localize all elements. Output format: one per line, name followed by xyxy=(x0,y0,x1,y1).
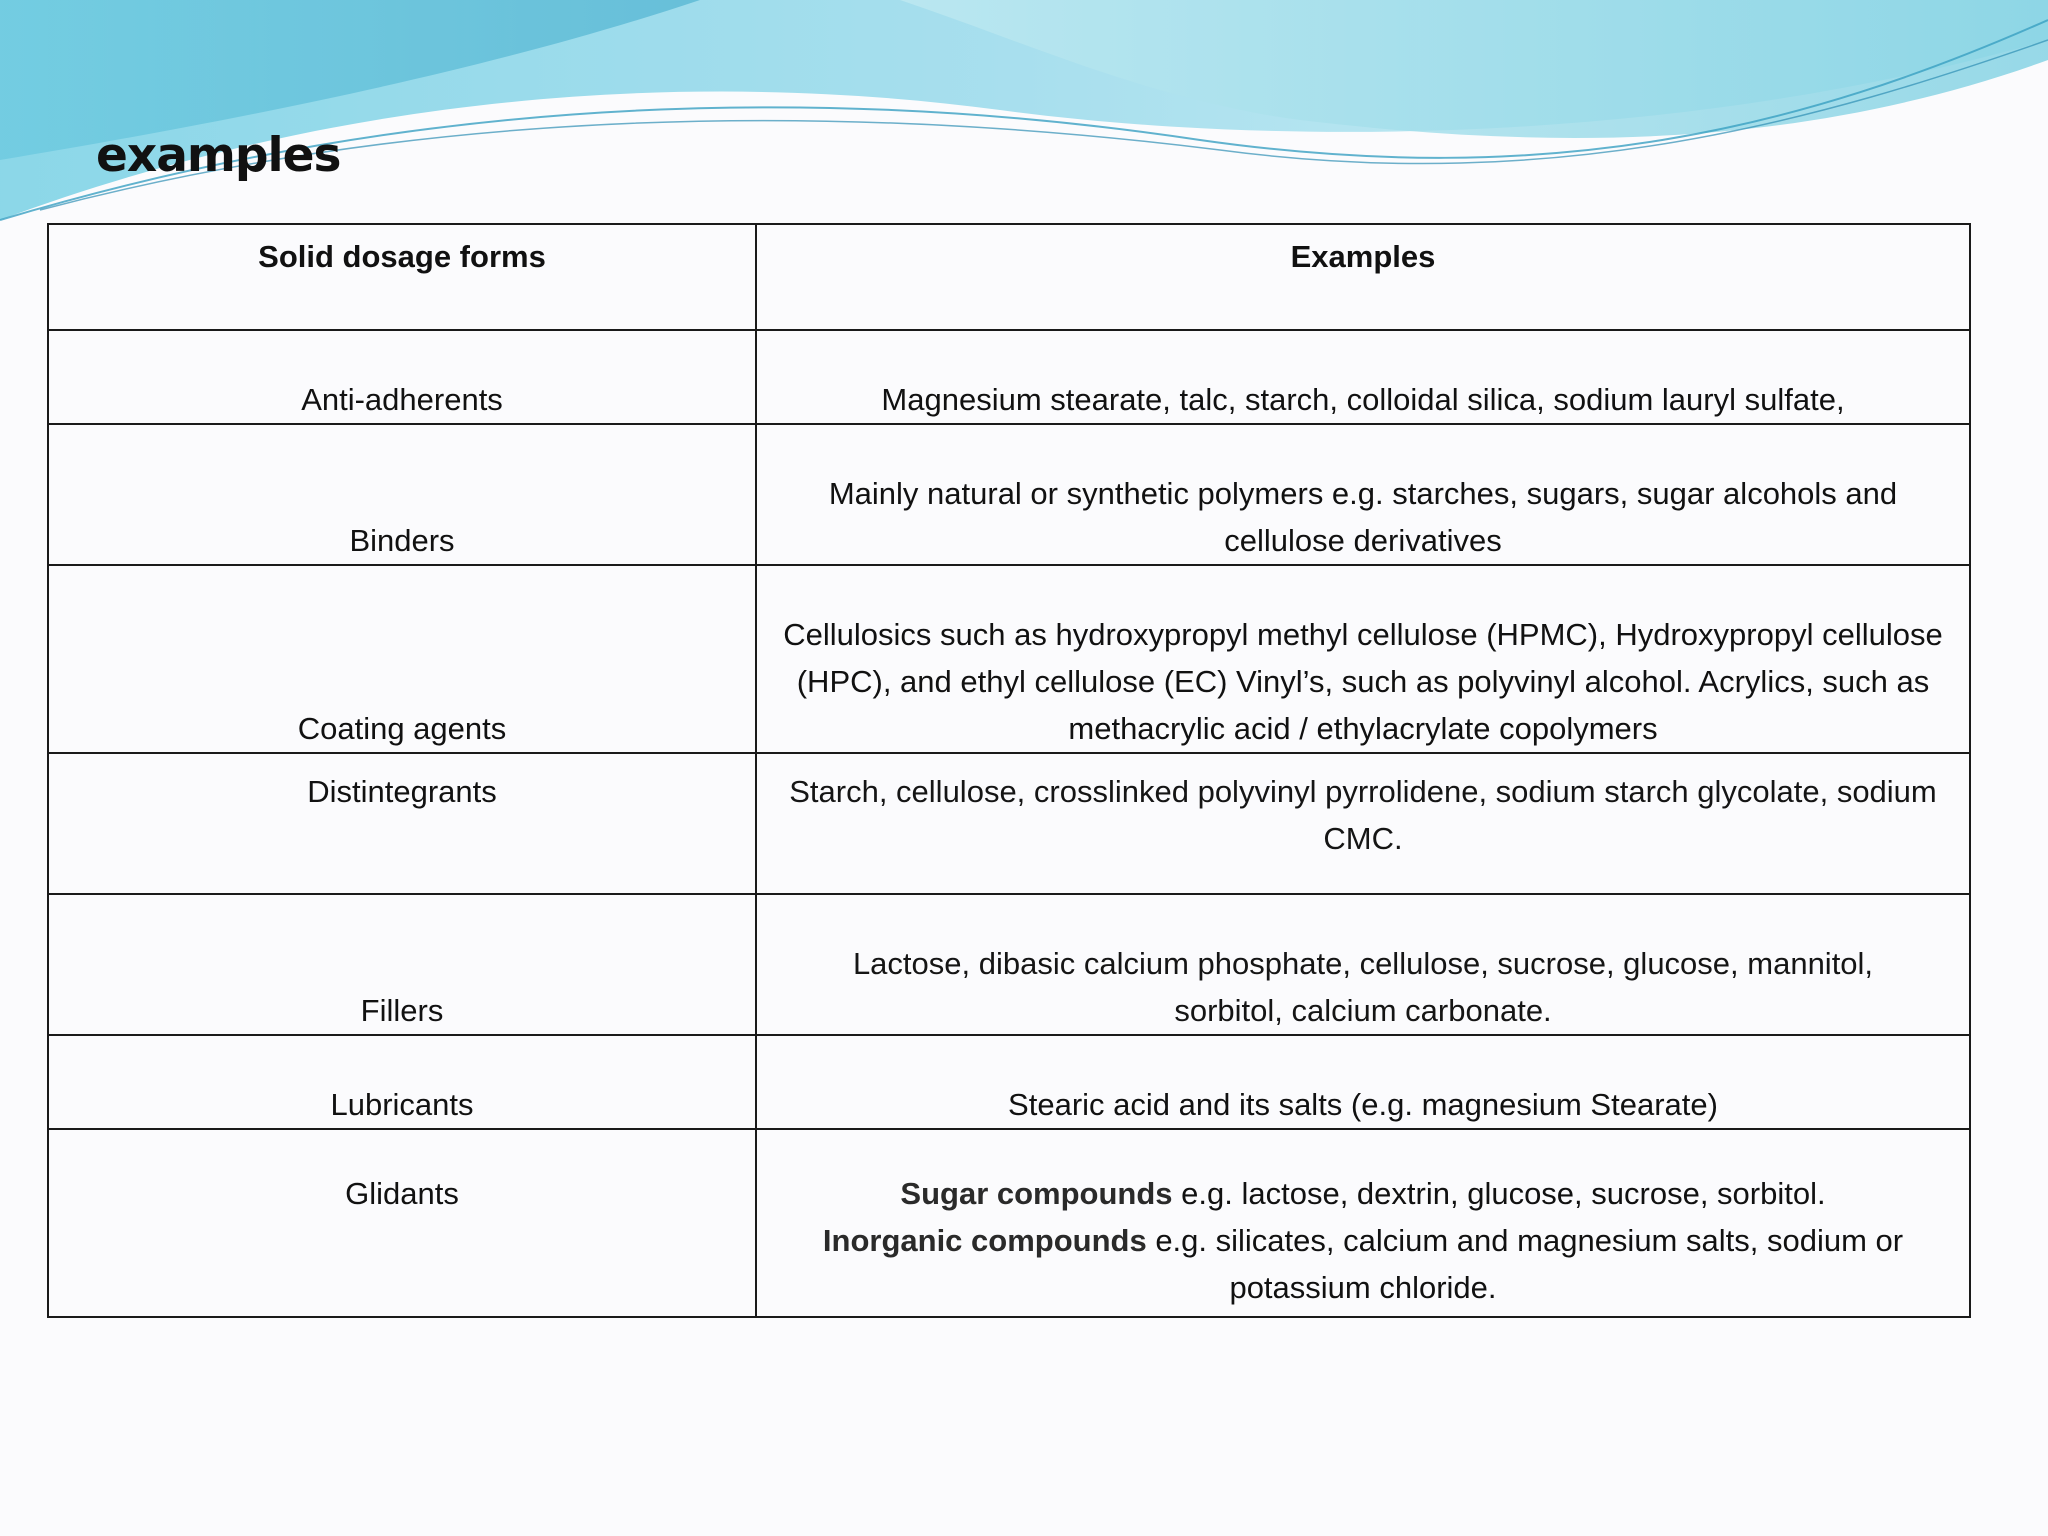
example-cell: Magnesium stearate, talc, starch, colloidal silica, sodium lauryl sulfate, xyxy=(756,330,1970,424)
table-row xyxy=(48,424,1970,565)
sugar-compounds-text: e.g. lactose, dextrin, glucose, sucrose, sorbitol. xyxy=(1172,1176,1826,1211)
example-cell xyxy=(756,1129,1970,1317)
form-cell: Lubricants xyxy=(48,1035,756,1129)
table-header-row xyxy=(48,224,1970,330)
inorganic-compounds-text: e.g. silicates, calcium and magnesium salts, sodium or potassium chloride. xyxy=(1146,1223,1904,1305)
sugar-compounds-line xyxy=(765,1170,1961,1217)
table-row xyxy=(48,1129,1970,1317)
header-examples: Examples xyxy=(756,224,1970,330)
header-wave-decoration xyxy=(0,0,2048,240)
inorganic-compounds-label: Inorganic compounds xyxy=(822,1223,1147,1258)
excipients-table xyxy=(47,223,1971,1318)
sugar-compounds-label: Sugar compounds xyxy=(900,1176,1173,1211)
example-cell: Lactose, dibasic calcium phosphate, cellulose, sucrose, glucose, mannitol, sorbitol, calcium carbonate. xyxy=(756,894,1970,1035)
inorganic-compounds-line xyxy=(765,1217,1961,1311)
table-row xyxy=(48,330,1970,424)
form-cell: Anti-adherents xyxy=(48,330,756,424)
slide-title: examples xyxy=(96,128,341,183)
table-row xyxy=(48,894,1970,1035)
form-cell: Glidants xyxy=(48,1129,756,1317)
table-row xyxy=(48,1035,1970,1129)
form-cell: Binders xyxy=(48,424,756,565)
form-cell: Distintegrants xyxy=(48,753,756,894)
example-cell: Mainly natural or synthetic polymers e.g. starches, sugars, sugar alcohols and cellulose derivatives xyxy=(756,424,1970,565)
example-cell: Starch, cellulose, crosslinked polyvinyl pyrrolidene, sodium starch glycolate, sodium CMC. xyxy=(756,753,1970,894)
example-cell: Stearic acid and its salts (e.g. magnesium Stearate) xyxy=(756,1035,1970,1129)
form-cell: Fillers xyxy=(48,894,756,1035)
table-row xyxy=(48,565,1970,753)
example-cell: Cellulosics such as hydroxypropyl methyl cellulose (HPMC), Hydroxypropyl cellulose (HPC), and ethyl cellulose (EC) Vinyl’s, such as polyvinyl alcohol. Acrylics, such as methacrylic acid / ethylacrylate copolymers xyxy=(756,565,1970,753)
table-row xyxy=(48,753,1970,894)
form-cell: Coating agents xyxy=(48,565,756,753)
header-solid-dosage-forms: Solid dosage forms xyxy=(48,224,756,330)
